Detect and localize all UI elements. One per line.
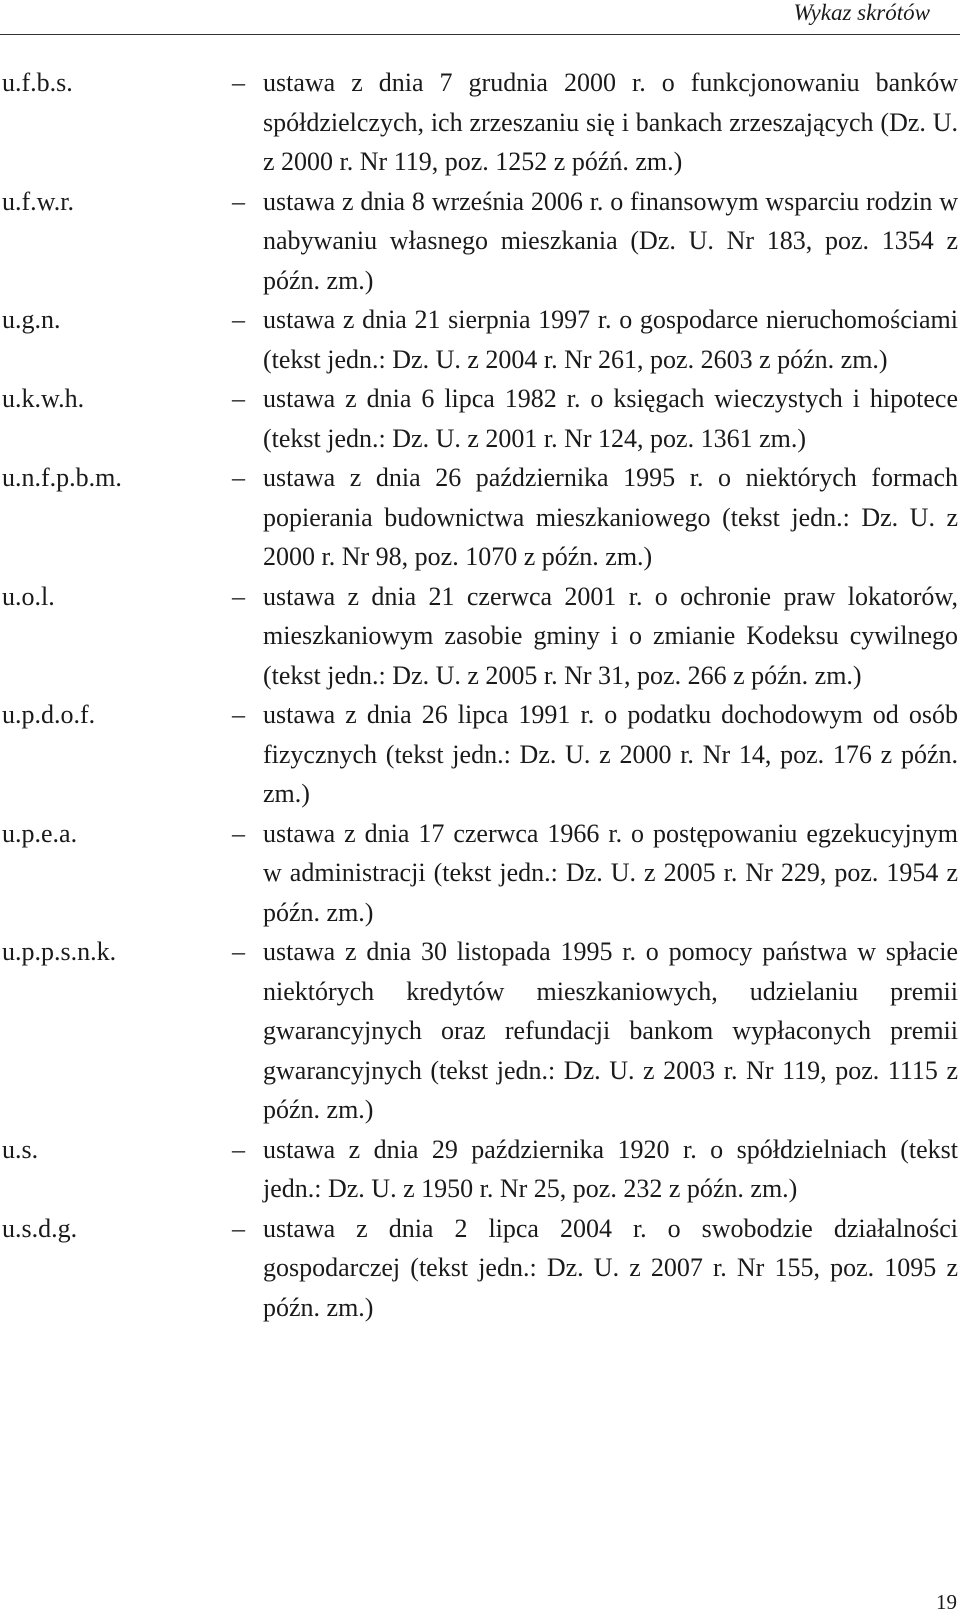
dash: – bbox=[232, 186, 245, 216]
list-item bbox=[0, 458, 960, 577]
definition: ustawa z dnia 8 września 2006 r. o finansowym wsparciu rodzin w nabywaniu własnego mieszkania (Dz. U. Nr 183, poz. 1354 z późn. zm.) bbox=[263, 186, 958, 295]
definition: ustawa z dnia 26 lipca 1991 r. o podatku dochodowym od osób fizycznych (tekst jedn.: Dz. U. z 2000 r. Nr 14, poz. 176 z późn. zm.) bbox=[263, 700, 958, 808]
definition: ustawa z dnia 7 grudnia 2000 r. o funkcjonowaniu banków spółdzielczych, ich zrzeszaniu się i bankach zrzeszających (Dz. U. z 2000 r. Nr 119, poz. 1252 z późń. zm.) bbox=[263, 68, 958, 176]
list-item bbox=[0, 379, 960, 458]
abbreviation: u.p.p.s.n.k. bbox=[2, 937, 117, 966]
running-title: Wykaz skrótów bbox=[793, 0, 930, 25]
page-number: 19 bbox=[936, 1590, 957, 1614]
definition: ustawa z dnia 26 października 1995 r. o niektórych formach popierania budownictwa mieszkaniowego (tekst jedn.: Dz. U. z 2000 r. Nr 98, poz. 1070 z późn. zm.) bbox=[263, 463, 958, 571]
dash: – bbox=[232, 700, 245, 729]
abbreviation: u.p.e.a. bbox=[2, 818, 78, 848]
dash: – bbox=[232, 581, 245, 611]
dash: – bbox=[232, 1134, 245, 1164]
abbreviation: u.s.d.g. bbox=[2, 1213, 78, 1243]
list-item bbox=[0, 577, 960, 696]
list-item bbox=[0, 63, 960, 182]
dash: – bbox=[232, 68, 245, 97]
abbreviation: u.f.w.r. bbox=[2, 186, 74, 216]
abbreviation: u.n.f.p.b.m. bbox=[2, 463, 122, 492]
list-item bbox=[0, 932, 960, 1130]
definition: ustawa z dnia 6 lipca 1982 r. o księgach wieczystych i hipotece (tekst jedn.: Dz. U. z 2001 r. Nr 124, poz. 1361 zm.) bbox=[263, 384, 958, 453]
definition: ustawa z dnia 2 lipca 2004 r. o swobodzie działalności gospodarczej (tekst jedn.: Dz. U. z 2007 r. Nr 155, poz. 1095 z późn. zm.) bbox=[263, 1213, 958, 1322]
abbreviation: u.o.l. bbox=[2, 581, 55, 611]
dash: – bbox=[232, 463, 245, 492]
definition: ustawa z dnia 29 października 1920 r. o spółdzielniach (tekst jedn.: Dz. U. z 1950 r. Nr 25, poz. 232 z późn. zm.) bbox=[263, 1134, 958, 1203]
list-item bbox=[0, 814, 960, 933]
list-item bbox=[0, 182, 960, 301]
list-item bbox=[0, 1209, 960, 1328]
abbreviation: u.s. bbox=[2, 1134, 39, 1164]
list-item bbox=[0, 300, 960, 379]
dash: – bbox=[232, 305, 245, 334]
dash: – bbox=[232, 937, 245, 966]
definition: ustawa z dnia 21 sierpnia 1997 r. o gospodarce nieruchomościami (tekst jedn.: Dz. U. z 2004 r. Nr 261, poz. 2603 z późn. zm.) bbox=[263, 305, 958, 374]
abbreviation-list bbox=[0, 63, 960, 1327]
list-item bbox=[0, 695, 960, 814]
abbreviation: u.p.d.o.f. bbox=[2, 700, 96, 729]
header-rule bbox=[0, 34, 960, 35]
abbreviation: u.g.n. bbox=[2, 305, 61, 334]
dash: – bbox=[232, 384, 245, 413]
abbreviation: u.f.b.s. bbox=[2, 68, 73, 97]
dash: – bbox=[232, 1213, 245, 1243]
definition: ustawa z dnia 21 czerwca 2001 r. o ochronie praw lokatorów, mieszkaniowym zasobie gminy i o zmianie Kodeksu cywilnego (tekst jedn.: Dz. U. z 2005 r. Nr 31, poz. 266 z późn. zm.) bbox=[263, 581, 958, 690]
definition: ustawa z dnia 17 czerwca 1966 r. o postępowaniu egzekucyjnym w administracji (tekst jedn.: Dz. U. z 2005 r. Nr 229, poz. 1954 z późn. zm.) bbox=[263, 818, 958, 927]
definition: ustawa z dnia 30 listopada 1995 r. o pomocy państwa w spłacie niektórych kredytów mieszkaniowych, udzielaniu premii gwarancyjnych oraz refundacji bankom wypłaconych premii gwarancyjnych (tekst jedn.: Dz. U. z 2003 r. Nr 119, poz. 1115 z późn. zm.) bbox=[263, 937, 958, 1124]
abbreviation: u.k.w.h. bbox=[2, 384, 85, 413]
list-item bbox=[0, 1130, 960, 1209]
dash: – bbox=[232, 818, 245, 848]
